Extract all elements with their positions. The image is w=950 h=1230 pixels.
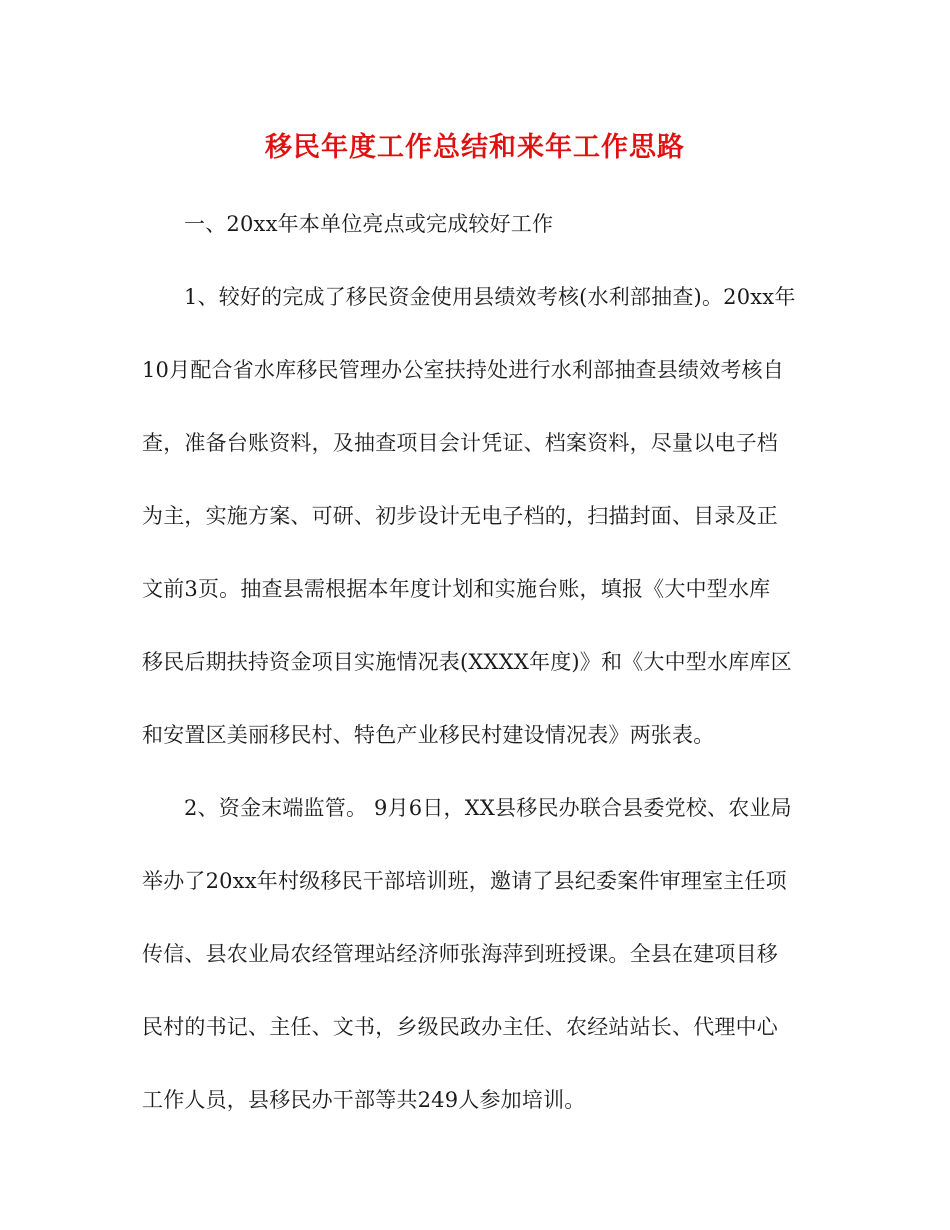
document-body xyxy=(142,188,812,1137)
paragraph-line: 工作人员，县移民办干部等共249人参加培训。 xyxy=(142,1088,586,1112)
paragraph-line: 传信、县农业局农经管理站经济师张海萍到班授课。全县在建项目移 xyxy=(142,942,778,966)
paragraph-2 xyxy=(142,772,812,1137)
paragraph-line: 查，准备台账资料，及抽查项目会计凭证、档案资料，尽量以电子档 xyxy=(142,431,778,455)
paragraph-line: 为主，实施方案、可研、初步设计无电子档的，扫描封面、目录及正 xyxy=(142,504,778,528)
paragraph-line: 文前3页。抽查县需根据本年度计划和实施台账，填报《大中型水库 xyxy=(142,577,771,601)
paragraph-1 xyxy=(142,261,812,772)
paragraph-line: 移民后期扶持资金项目实施情况表(XXXX年度)》和《大中型水库库区 xyxy=(142,650,792,674)
paragraph-line: 和安置区美丽移民村、特色产业移民村建设情况表》两张表。 xyxy=(142,723,715,747)
paragraph-line: 举办了20xx年村级移民干部培训班，邀请了县纪委案件审理室主任项 xyxy=(142,869,787,893)
paragraph-line: 10月配合省水库移民管理办公室扶持处进行水利部抽查县绩效考核自 xyxy=(142,358,784,382)
section-heading: 一、20xx年本单位亮点或完成较好工作 xyxy=(184,212,554,236)
paragraph-line: 2、资金末端监管。 9月6日，XX县移民办联合县委党校、农业局 xyxy=(184,796,792,820)
paragraph-line: 民村的书记、主任、文书，乡级民政办主任、农经站站长、代理中心 xyxy=(142,1015,778,1039)
document-title: 移民年度工作总结和来年工作思路 xyxy=(265,132,685,163)
paragraph-line: 1、较好的完成了移民资金使用县绩效考核(水利部抽查)。20xx年 xyxy=(184,285,796,309)
